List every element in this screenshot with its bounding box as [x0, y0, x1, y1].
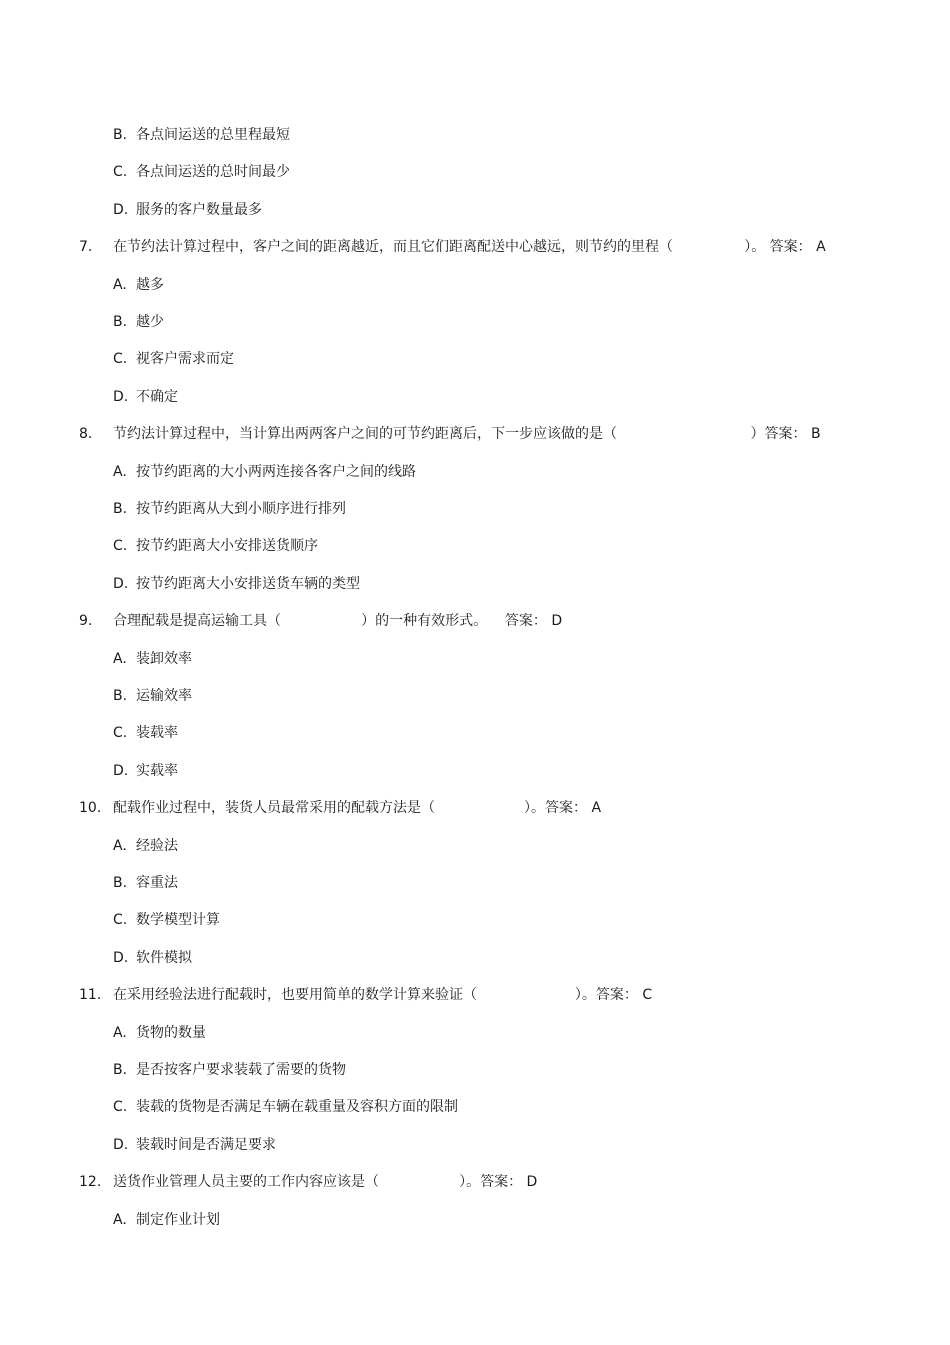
option-line [0, 1135, 950, 1155]
option-line [0, 200, 950, 220]
option-text: 是否按客户要求装载了需要的货物 [136, 1062, 346, 1078]
option-letter: C. [113, 538, 128, 555]
option-text: 装载率 [136, 725, 178, 742]
option-letter: C. [113, 164, 128, 181]
question-text: 合理配载是提高运输工具（ ）的一种有效形式。 答案： D [113, 613, 563, 630]
option-text: 实载率 [136, 762, 178, 779]
option-text: 货物的数量 [136, 1024, 206, 1041]
option-text: 不确定 [136, 388, 178, 405]
option-line [0, 910, 950, 930]
option-letter: B. [113, 314, 128, 330]
option-text: 经验法 [136, 837, 178, 854]
option-letter: B. [113, 875, 128, 891]
option-letter: C. [113, 725, 128, 742]
option-text: 按节约距离大小安排送货车辆的类型 [136, 575, 360, 592]
option-text: 运输效率 [136, 688, 192, 704]
option-line [0, 686, 950, 706]
option-line [0, 574, 950, 594]
option-text: 容重法 [136, 875, 178, 891]
question-line [0, 237, 950, 257]
option-line [0, 312, 950, 332]
option-text: 装卸效率 [136, 650, 192, 667]
option-letter: B. [113, 1062, 128, 1078]
question-number: 7. [79, 239, 93, 256]
question-line [0, 985, 950, 1005]
option-letter: B. [113, 127, 128, 143]
option-line [0, 723, 950, 743]
option-letter: D. [113, 762, 129, 779]
option-line [0, 275, 950, 295]
option-text: 越多 [136, 276, 164, 293]
question-line [0, 1172, 950, 1192]
question-text: 配载作业过程中，装货人员最常采用的配载方法是（ ）。答案： A [113, 800, 602, 817]
question-number: 8. [79, 426, 93, 443]
question-text: 送货作业管理人员主要的工作内容应该是（ ）。答案： D [113, 1174, 538, 1191]
option-line [0, 387, 950, 407]
option-line [0, 761, 950, 781]
option-line [0, 499, 950, 519]
option-text: 装载时间是否满足要求 [136, 1136, 276, 1153]
option-text: 软件模拟 [136, 949, 192, 966]
option-text: 视客户需求而定 [136, 351, 234, 368]
option-letter: D. [113, 575, 129, 592]
option-letter: C. [113, 351, 128, 368]
question-number: 11. [79, 987, 102, 1004]
option-text: 按节约距离的大小两两连接各客户之间的线路 [136, 463, 416, 480]
option-line [0, 649, 950, 669]
question-number: 10. [79, 800, 102, 817]
option-line [0, 125, 950, 145]
option-letter: D. [113, 949, 129, 966]
question-line [0, 424, 950, 444]
option-text: 按节约距离从大到小顺序进行排列 [136, 501, 346, 517]
option-line [0, 1097, 950, 1117]
option-letter: D. [113, 388, 129, 405]
option-letter: C. [113, 912, 128, 929]
option-letter: A. [113, 276, 127, 293]
option-text: 制定作业计划 [136, 1211, 220, 1228]
option-line [0, 1023, 950, 1043]
option-line [0, 836, 950, 856]
option-line [0, 162, 950, 182]
option-letter: D. [113, 201, 129, 218]
option-line [0, 948, 950, 968]
option-letter: B. [113, 501, 128, 517]
option-line [0, 1210, 950, 1230]
option-line [0, 1060, 950, 1080]
option-text: 服务的客户数量最多 [136, 201, 262, 218]
option-letter: A. [113, 1024, 127, 1041]
option-line [0, 873, 950, 893]
option-text: 按节约距离大小安排送货顺序 [136, 538, 318, 555]
option-letter: A. [113, 463, 127, 480]
option-letter: A. [113, 1211, 127, 1228]
option-letter: C. [113, 1099, 128, 1116]
question-text: 在采用经验法进行配载时，也要用简单的数学计算来验证（ ）。答案： C [113, 987, 653, 1004]
option-letter: D. [113, 1136, 129, 1153]
question-line [0, 798, 950, 818]
option-text: 装载的货物是否满足车辆在载重量及容积方面的限制 [136, 1099, 458, 1116]
question-line [0, 611, 950, 631]
option-line [0, 462, 950, 482]
question-text: 在节约法计算过程中，客户之间的距离越近，而且它们距离配送中心越远，则节约的里程（ ）。 答案： A [113, 239, 826, 256]
option-text: 各点间运送的总里程最短 [136, 127, 290, 143]
question-number: 12. [79, 1174, 102, 1191]
option-text: 越少 [136, 314, 164, 330]
question-text: 节约法计算过程中，当计算出两两客户之间的可节约距离后，下一步应该做的是（ ）答案： B [113, 426, 821, 443]
option-letter: B. [113, 688, 128, 704]
option-text: 数学模型计算 [136, 912, 220, 929]
question-number: 9. [79, 613, 93, 630]
option-letter: A. [113, 650, 127, 667]
option-letter: A. [113, 837, 127, 854]
option-line [0, 349, 950, 369]
option-text: 各点间运送的总时间最少 [136, 164, 290, 181]
option-line [0, 536, 950, 556]
